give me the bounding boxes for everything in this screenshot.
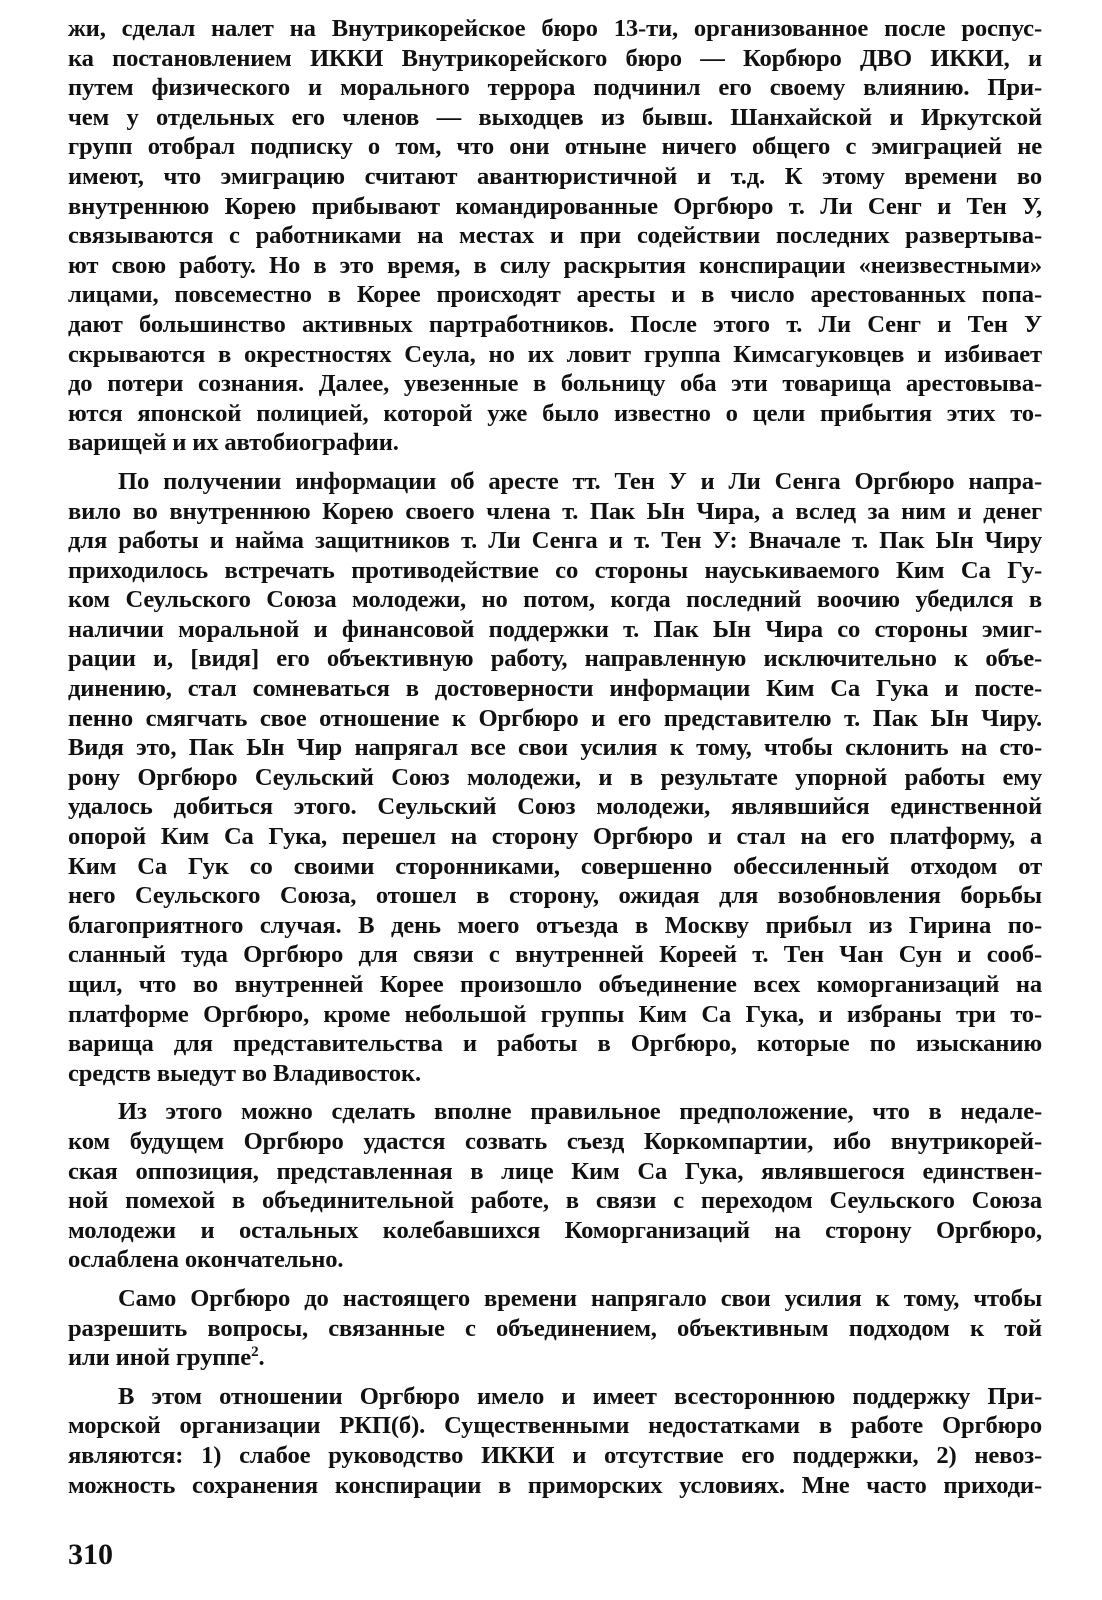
paragraph-2 xyxy=(68,467,1042,1088)
paragraph-1 xyxy=(68,14,1042,458)
text-line: опорой Ким Са Гука, перешел на сторону Оргбюро и стал на его платформу, а xyxy=(68,823,1042,851)
text-line: вило во внутреннюю Корею своего члена т. Пак Ын Чира, а вслед за ним и денег xyxy=(68,497,1042,525)
text-line: платформе Оргбюро, кроме небольшой группы Ким Са Гука, и избраны три то- xyxy=(68,1000,1042,1028)
text-line: Само Оргбюро до настоящего времени напрягало свои усилия к тому, чтобы xyxy=(118,1284,1042,1312)
text-line: пенно смягчать свое отношение к Оргбюро и его представителю т. Пак Ын Чиру. xyxy=(68,704,1042,732)
text-line: молодежи и остальных колебавшихся Коморганизаций на сторону Оргбюро, xyxy=(68,1216,1042,1244)
text-line: лицами, повсеместно в Корее происходят аресты и в число арестованных попа- xyxy=(68,281,1042,309)
text-line: жи, сделал налет на Внутрикорейское бюро 13-ти, организованное после роспус- xyxy=(68,15,1042,42)
text-line: благоприятного случая. В день моего отъезда в Москву прибыл из Гирина по- xyxy=(68,911,1042,939)
text-line: средств выедут во Владивосток. xyxy=(68,1059,421,1087)
text-line: динению, стал сомневаться в достоверности информации Ким Са Гука и посте- xyxy=(68,675,1042,703)
paragraph-5 xyxy=(68,1382,1042,1500)
text-line: являются: 1) слабое руководство ИККИ и отсутствие его поддержки, 2) невоз- xyxy=(68,1441,1042,1469)
paragraph-4 xyxy=(68,1284,1042,1373)
text-line: внутреннюю Корею прибывают командированные Оргбюро т. Ли Сенг и Тен У, xyxy=(68,192,1042,220)
page-number: 310 xyxy=(68,1538,113,1571)
text-line: чем у отдельных его членов — выходцев из бывш. Шанхайской и Иркутской xyxy=(68,103,1042,131)
text-line: ка постановлением ИККИ Внутрикорейского бюро — Корбюро ДВО ИККИ, и xyxy=(68,44,1042,72)
footnote-ref[interactable]: 2 xyxy=(251,1344,259,1361)
text-line: приходилось встречать противодействие со стороны науськиваемого Ким Са Гу- xyxy=(68,556,1042,584)
text-line: В этом отношении Оргбюро имело и имеет всестороннюю поддержку При- xyxy=(118,1382,1042,1410)
paragraph-3 xyxy=(68,1097,1042,1275)
text-fragment: . xyxy=(258,1344,265,1372)
text-line: сланный туда Оргбюро для связи с внутренней Кореей т. Тен Чан Сун и сооб- xyxy=(68,941,1042,969)
text-line: для работы и найма защитников т. Ли Сенга и т. Тен У: Вначале т. Пак Ын Чиру xyxy=(68,527,1042,555)
text-line-with-footnote xyxy=(68,1343,1042,1373)
text-line: дают большинство активных партработников. После этого т. Ли Сенг и Тен У xyxy=(68,310,1042,338)
text-fragment: или иной группе xyxy=(68,1344,252,1372)
text-line: ослаблена окончательно. xyxy=(68,1246,344,1274)
text-line: щил, что во внутренней Корее произошло объединение всех коморганизаций на xyxy=(68,971,1042,998)
text-line: ком Сеульского Союза молодежи, но потом, когда последний воочию убедился в xyxy=(68,586,1042,614)
text-line: морской организации РКП(б). Существенными недостатками в работе Оргбюро xyxy=(68,1412,1042,1440)
text-line: связываются с работниками на местах и при содействии последних развертыва- xyxy=(68,222,1042,250)
text-line: По получении информации об аресте тт. Тен У и Ли Сенга Оргбюро напра- xyxy=(118,467,1042,495)
page-body xyxy=(68,14,1042,1500)
text-line: ются японской полицией, которой уже было известно о цели прибытия этих то- xyxy=(68,399,1042,427)
text-line: можность сохранения конспирации в приморских условиях. Мне часто приходи- xyxy=(68,1471,1042,1499)
text-line: групп отобрал подписку о том, что они отныне ничего общего с эмиграцией не xyxy=(68,133,1042,161)
text-line: рации и, [видя] его объективную работу, направленную исключительно к объе- xyxy=(68,645,1042,673)
text-line: него Сеульского Союза, отошел в сторону, ожидая для возобновления борьбы xyxy=(68,882,1042,910)
text-line: варища для представительства и работы в Оргбюро, которые по изысканию xyxy=(68,1030,1042,1058)
text-line: Из этого можно сделать вполне правильное предположение, что в недале- xyxy=(118,1098,1042,1126)
text-line: до потери сознания. Далее, увезенные в больницу оба эти товарища арестовыва- xyxy=(68,370,1042,398)
text-line: ной помехой в объединительной работе, в связи с переходом Сеульского Союза xyxy=(68,1187,1042,1215)
text-line: наличии моральной и финансовой поддержки т. Пак Ын Чира со стороны эмиг- xyxy=(68,615,1042,643)
text-line: путем физического и морального террора подчинил его своему влиянию. При- xyxy=(68,74,1042,102)
text-line: ская оппозиция, представленная в лице Ким Са Гука, являвшегося единствен- xyxy=(68,1157,1042,1185)
text-line: Ким Са Гук со своими сторонниками, совершенно обессиленный отходом от xyxy=(68,852,1042,880)
text-line: скрываются в окрестностях Сеула, но их ловит группа Кимсагуковцев и избивает xyxy=(68,340,1042,368)
text-line: варищей и их автобиографии. xyxy=(68,429,399,457)
text-line: ком будущем Оргбюро удастся созвать съезд Коркомпартии, ибо внутрикорей- xyxy=(68,1127,1042,1155)
text-line: Видя это, Пак Ын Чир напрягал все свои усилия к тому, чтобы склонить на сто- xyxy=(68,734,1042,762)
text-line: имеют, что эмиграцию считают авантюристичной и т.д. К этому времени во xyxy=(68,162,1042,190)
text-line: ют свою работу. Но в это время, в силу раскрытия конспирации «неизвестными» xyxy=(68,251,1042,279)
text-line: разрешить вопросы, связанные с объединением, объективным подходом к той xyxy=(68,1314,1042,1342)
text-line: удалось добиться этого. Сеульский Союз молодежи, являвшийся единственной xyxy=(68,793,1042,821)
text-line: рону Оргбюро Сеульский Союз молодежи, и в результате упорной работы ему xyxy=(68,763,1042,791)
